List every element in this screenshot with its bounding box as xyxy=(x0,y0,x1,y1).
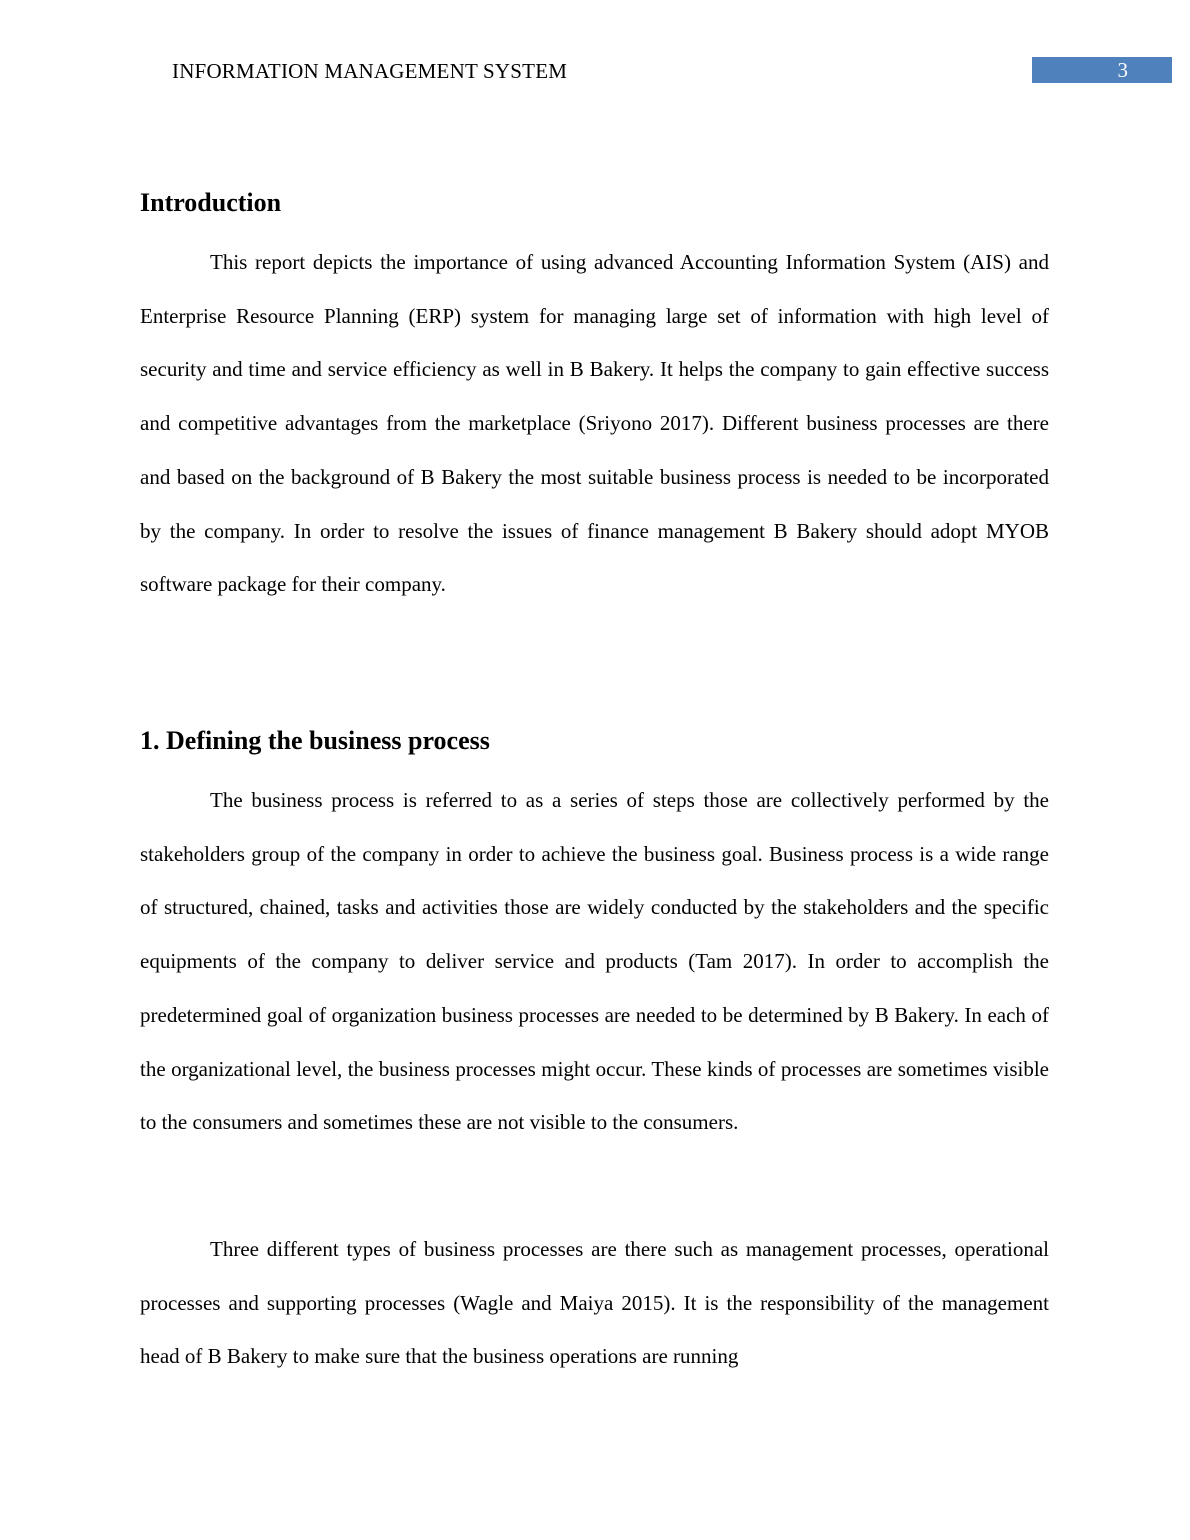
body-paragraph: This report depicts the importance of using advanced Accounting Information System (AIS) and Enterprise Resource Planning (ERP) system for managing large set of information with high level of security and time and service efficiency as well in B Bakery. It helps the company to gain effective success and competitive advantages from the marketplace (Sriyono 2017). Different business processes are there and based on the background of B Bakery the most suitable business process is needed to be incorporated by the company. In order to resolve the issues of finance management B Bakery should adopt MYOB software package for their company. xyxy=(140,250,1049,597)
section-heading-defining-business-process: 1. Defining the business process xyxy=(140,726,490,755)
body-paragraph: The business process is referred to as a series of steps those are collectively performed by the stakeholders group of the company in order to achieve the business goal. Business process is a wide range of structured, chained, tasks and activities those are widely conducted by the stakeholders and the specific equipments of the company to deliver service and products (Tam 2017). In order to accomplish the predetermined goal of organization business processes are needed to be determined by B Bakery. In each of the organizational level, the business processes might occur. These kinds of processes are sometimes visible to the consumers and sometimes these are not visible to the consumers. xyxy=(140,788,1049,1135)
page-number-box xyxy=(1032,57,1172,83)
section-heading-introduction: Introduction xyxy=(140,188,282,217)
page-number: 3 xyxy=(1117,58,1128,82)
body-paragraph: Three different types of business processes are there such as management processes, operational processes and supporting processes (Wagle and Maiya 2015). It is the responsibility of the management head of B Bakery to make sure that the business operations are running xyxy=(140,1237,1049,1369)
running-header-title: INFORMATION MANAGEMENT SYSTEM xyxy=(172,59,568,83)
